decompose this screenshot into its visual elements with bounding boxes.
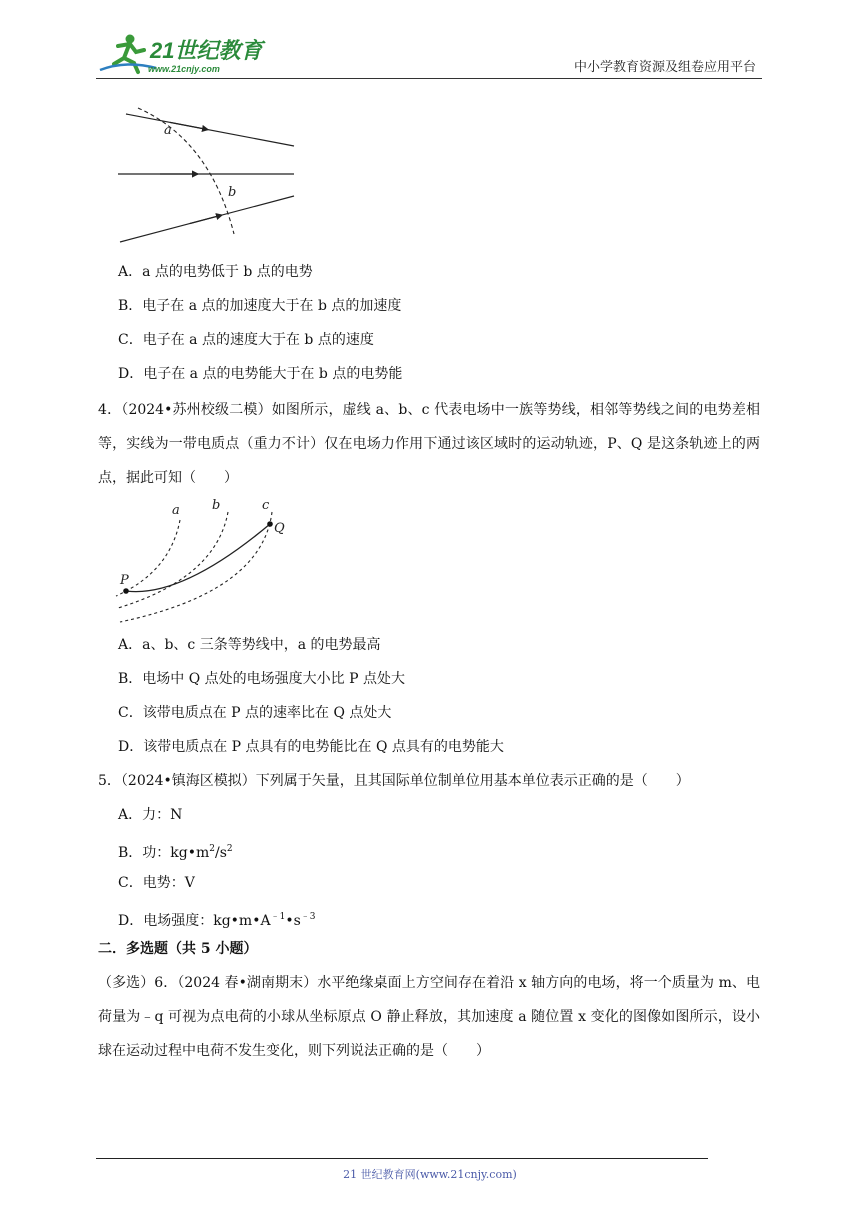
label-q: Q — [274, 521, 285, 536]
label-point-a: a — [164, 123, 172, 138]
footer-divider — [96, 1158, 708, 1159]
logo-text: 21世纪教育 — [150, 38, 263, 63]
q5-option-b: B．功：$kg•m^2/s^2$ — [118, 844, 233, 861]
q5-option-d: D．电场强度：$kg•m•A^{﹣1}•s^{﹣3}$ — [118, 912, 316, 929]
q6-stem: （多选）6．（2024 春•湖南期末）水平绝缘桌面上方空间存在着沿 x 轴方向的电场，将一个质量为 m、电荷量为﹣q 可视为点电荷的小球从坐标原点 O 静止释放，其加速度 a 随位置 x 变化的图像如图所示，设小球在运动过程中电荷不发生变化，则下列说法正确的是（ ） — [98, 975, 760, 1059]
q5-option-a: A．力：N — [118, 807, 183, 823]
point-q — [267, 521, 273, 527]
section-title-multiple-choice: 二．多选题（共 5 小题） — [98, 941, 258, 957]
q4-option-b: B．电场中 Q 点处的电场强度大小比 P 点处大 — [118, 671, 405, 687]
q4-option-a: A．a、b、c 三条等势线中，a 的电势最高 — [118, 637, 381, 653]
trajectory-curve — [126, 524, 270, 592]
label-b: b — [212, 498, 221, 513]
label-a: a — [172, 503, 180, 518]
q5-option-c: C．电势：V — [118, 875, 195, 891]
q5-stem: 5．（2024•镇海区模拟）下列属于矢量，且其国际单位制单位用基本单位表示正确的是（ ） — [98, 773, 690, 789]
label-point-b: b — [228, 185, 237, 200]
q3-option-b: B．电子在 a 点的加速度大于在 b 点的加速度 — [118, 298, 402, 314]
q4-equipotential-figure — [112, 492, 302, 624]
field-line-top — [126, 114, 294, 146]
label-c: c — [262, 498, 270, 513]
logo-url-text: www.21cnjy.com — [148, 64, 220, 74]
q3-option-a: A．a 点的电势低于 b 点的电势 — [118, 264, 313, 280]
q3-field-lines-figure — [110, 100, 310, 250]
label-p: P — [120, 573, 129, 588]
page-header — [96, 30, 762, 79]
point-p — [123, 588, 129, 594]
equipotential-c — [120, 512, 272, 622]
q4-option-c: C．该带电质点在 P 点的速率比在 Q 点处大 — [118, 705, 392, 721]
header-platform-name: 中小学教育资源及组卷应用平台 — [573, 60, 756, 75]
footer-site-text: 21 世纪教育网(www.21cnjy.com) — [343, 1168, 517, 1181]
q3-option-c: C．电子在 a 点的速度大于在 b 点的速度 — [118, 332, 374, 348]
q3-option-d: D．电子在 a 点的电势能大于在 b 点的电势能 — [118, 366, 403, 382]
q4-option-d: D．该带电质点在 P 点具有的电势能比在 Q 点具有的电势能大 — [118, 739, 504, 755]
site-logo — [96, 30, 266, 76]
q4-stem: 4．（2024•苏州校级二模）如图所示，虚线 a、b、c 代表电场中一族等势线，相邻等势线之间的电势差相等，实线为一带电质点（重力不计）仅在电场力作用下通过该区域时的运动轨迹，P、Q 是这条轨迹上的两点，据此可知（ ） — [98, 402, 760, 486]
equipotential-b — [118, 512, 228, 608]
